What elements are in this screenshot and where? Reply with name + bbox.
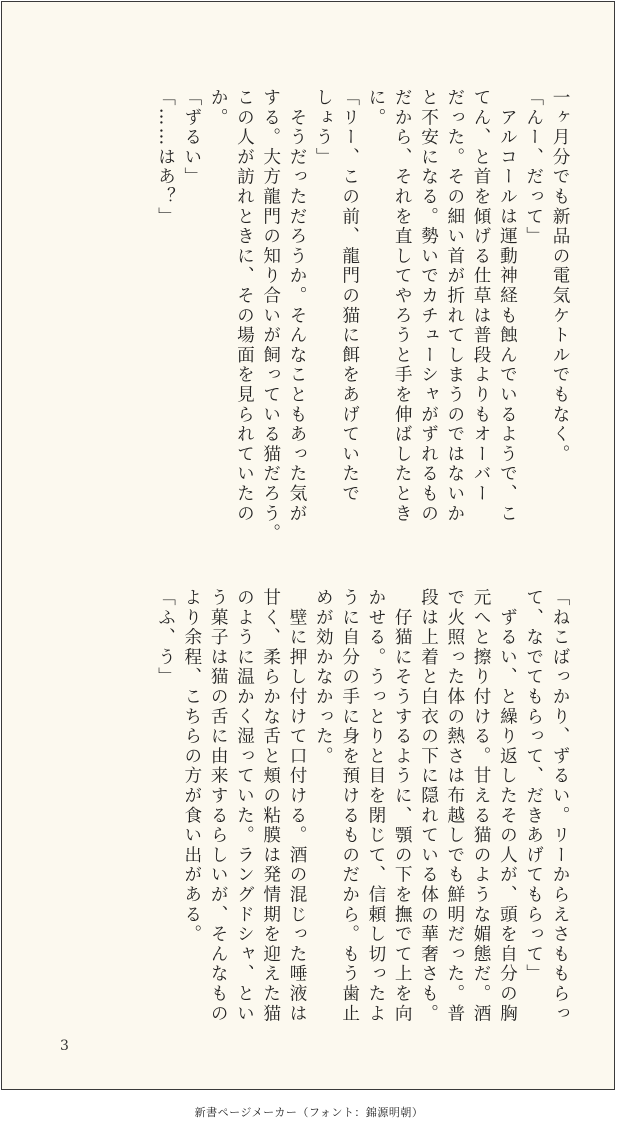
text-line: 元へと擦り付ける。甘える猫のような媚態だ。酒 — [471, 588, 492, 1024]
text-line: で火照った体の熱さは布越しでも鮮明だった。普 — [444, 588, 465, 1024]
page-number: 3 — [60, 1038, 69, 1054]
text-line: する。大方龍門の知り合いが飼っている猫だろう。 — [260, 88, 281, 544]
text-line: 「んー、だって」 — [523, 88, 544, 247]
text-line: ずるい、と繰り返したその人が、頭を自分の胸 — [497, 588, 518, 1024]
text-line: のように温かく湿っていた。ラングドシャ、とい — [234, 588, 255, 1024]
book-page — [1, 1, 615, 1090]
text-line: 「ずるい」 — [181, 88, 202, 187]
lower-text-block — [152, 588, 573, 1036]
text-line: と不安になる。勢いでカチューシャがずれるもの — [418, 88, 439, 524]
text-line: 仔猫にそうするように、顎の下を撫でて上を向 — [392, 588, 413, 1024]
text-line: に。 — [365, 88, 386, 128]
text-line: 段は上着と白衣の下に隠れている体の華奢さも。 — [418, 588, 439, 1024]
text-line: てん、と首を傾げる仕草は普段よりもオーバー — [471, 88, 492, 504]
text-line: だった。その細い首が折れてしまうのではないか — [444, 88, 465, 524]
text-line: 「ねこばっかり、ずるい。リーからえさももらっ — [550, 588, 570, 1024]
text-line: 甘く、柔らかな舌と頬の粘膜は発情期を迎えた猫 — [260, 588, 281, 1024]
upper-text-block — [152, 88, 573, 550]
text-line: 「リー、この前、龍門の猫に餌をあげていたで — [339, 88, 360, 504]
text-line: 「……はあ？」 — [155, 88, 176, 227]
text-line: めが効かなかった。 — [313, 588, 334, 767]
text-line: この人が訪れときに、その場面を見られていたの — [234, 88, 255, 524]
text-line: か。 — [208, 88, 229, 128]
text-line: て、なでてもらって、だきあげてもらって」 — [523, 588, 544, 984]
text-line: 壁に押し付けて口付ける。酒の混じった唾液は — [287, 588, 308, 1024]
text-line: う菓子は猫の舌に由来するらしいが、そんなもの — [208, 588, 229, 1024]
text-line: より余程、こちらの方が食い出がある。 — [181, 588, 202, 945]
text-line: しょう」 — [313, 88, 334, 168]
text-line: だから、それを直してやろうと手を伸ばしたとき — [392, 88, 413, 524]
text-line: かせる。うっとりと目を閉じて、信頼し切ったよ — [365, 588, 386, 1024]
text-line: 「ふ、う」 — [155, 588, 176, 687]
text-line: 一ヶ月分でも新品の電気ケトルでもなく。 — [550, 88, 570, 465]
text-line: うに自分の手に身を預けるものだから。もう歯止 — [339, 588, 360, 1024]
text-line: アルコールは運動神経も蝕んでいるようで、こ — [497, 88, 518, 524]
text-line: そうだっただろうか。そんなこともあった気が — [287, 88, 308, 524]
footer-caption: 新書ページメーカー（フォント：錦源明朝） — [194, 1106, 424, 1119]
